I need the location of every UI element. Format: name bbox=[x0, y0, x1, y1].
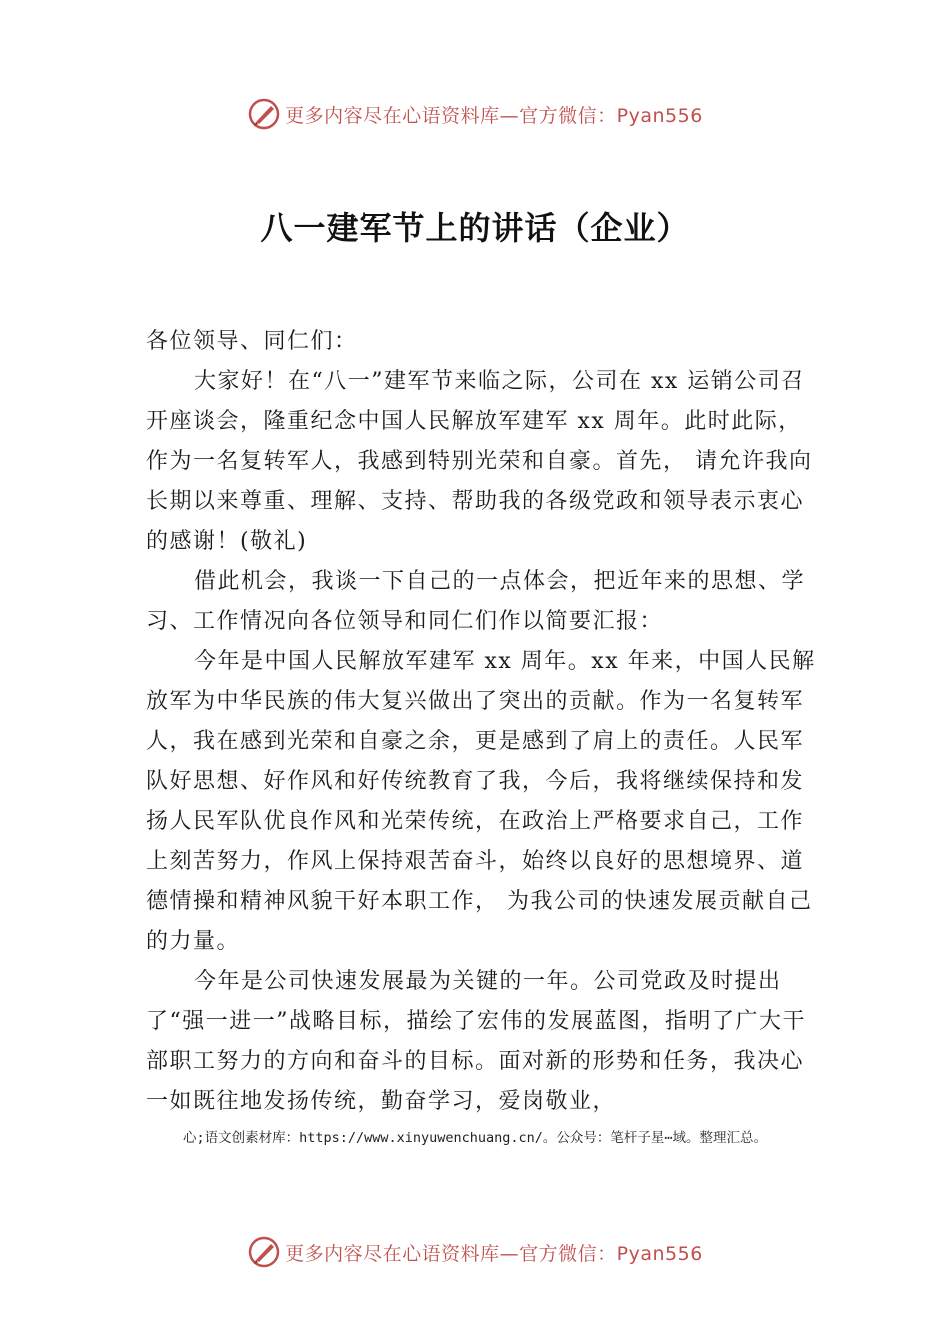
footer-watermark-text: 更多内容尽在心语资料库—官方微信：Pyan556 bbox=[285, 1242, 703, 1265]
header-watermark-banner bbox=[0, 94, 950, 134]
header-watermark-text: 更多内容尽在心语资料库—官方微信：Pyan556 bbox=[285, 104, 703, 127]
salutation: 各位领导、同仁们： bbox=[146, 329, 358, 354]
pen-seal-icon bbox=[247, 97, 281, 131]
paragraph: 今年是中国人民解放军建军 xx 周年。xx 年来，中国人民解放军为中华民族的伟大复兴做出了突出的贡献。作为一名复转军人，我在感到光荣和自豪之余，更是感到了肩上的责任。人民军队好思想、好作风和好传统教育了我，今后，我将继续保持和发扬人民军队优良作风和光荣传统，在政治上严格要求自己，工作上刻苦努力，作风上保持艰苦奋斗，始终以良好的思想境界、道德情操和精神风貌干好本职工作， 为我公司的快速发展贡献自己的力量。 bbox=[146, 649, 816, 954]
page-title: 八一建军节上的讲话（企业） bbox=[260, 209, 690, 247]
paragraph: 借此机会，我谈一下自己的一点体会，把近年来的思想、学习、工作情况向各位领导和同仁们作以简要汇报： bbox=[146, 569, 806, 634]
speech-body bbox=[146, 322, 820, 1122]
footer-watermark-banner bbox=[0, 1232, 950, 1272]
source-footnote: 心;语文创素材库：https://www.xinyuwenchuang.cn/。公众号：笔杆子星⋯域。整理汇总。 bbox=[182, 1130, 768, 1146]
pen-seal-icon bbox=[247, 1235, 281, 1269]
paragraph: 大家好！在“八一”建军节来临之际，公司在 xx 运销公司召开座谈会，隆重纪念中国人民解放军建军 xx 周年。此时此际，作为一名复转军人，我感到特别光荣和自豪。首先， 请允许我向长期以来尊重、理解、支持、帮助我的各级党政和领导表示衷心的感谢！(敬礼) bbox=[146, 369, 813, 554]
paragraph: 今年是公司快速发展最为关键的一年。公司党政及时提出了“强一进一”战略目标，描绘了宏伟的发展蓝图，指明了广大干部职工努力的方向和奋斗的目标。面对新的形势和任务，我决心一如既往地发扬传统，勤奋学习，爱岗敬业， bbox=[146, 969, 806, 1114]
